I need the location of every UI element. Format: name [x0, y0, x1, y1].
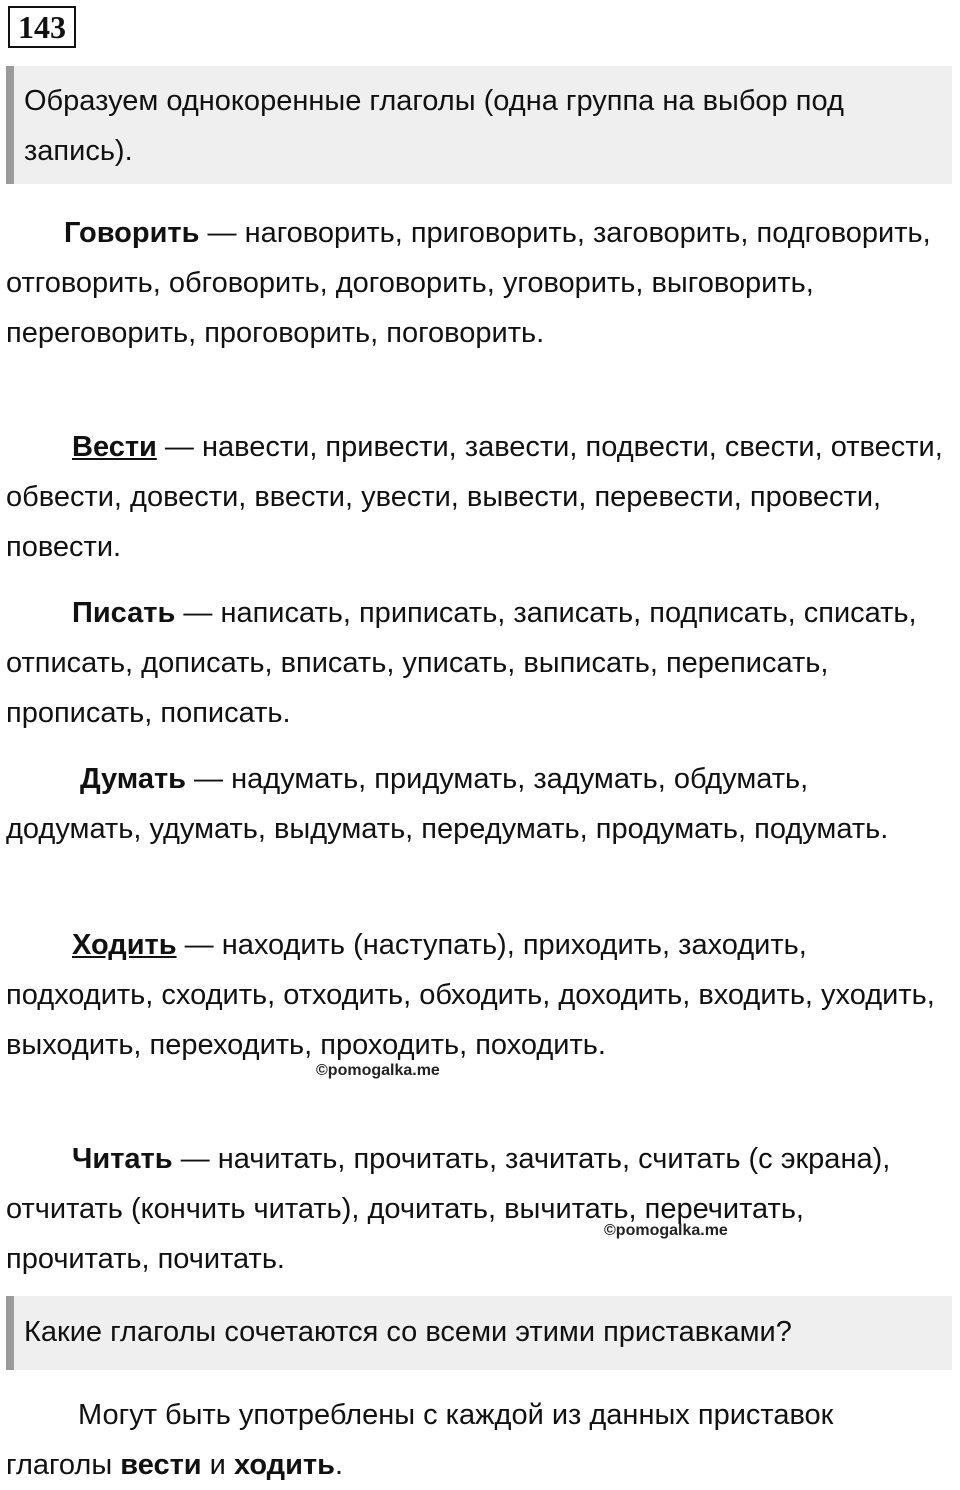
answer-and: и — [201, 1449, 234, 1481]
task-prompt-1: Образуем однокоренные глаголы (одна группа на выбор под запись). — [6, 66, 952, 184]
group-words: наговорить, приговорить, заговорить, подговорить, отговорить, обговорить, договорить, уговорить, выговорить, переговорить, проговорить, поговорить. — [6, 217, 931, 349]
group-head: Вести — [72, 431, 157, 463]
dash: — — [175, 597, 221, 629]
dash: — — [186, 763, 232, 795]
group-words: написать, приписать, записать, подписать, списать, отписать, дописать, вписать, уписать, выписать, переписать, прописать, пописать. — [6, 597, 917, 729]
dash: — — [176, 929, 222, 961]
answer-end: . — [334, 1449, 344, 1481]
answer-paragraph — [6, 1390, 946, 1490]
answer-word-hodit: ходить — [233, 1449, 335, 1481]
dash: — — [199, 217, 245, 249]
watermark: ©pomogalka.me — [604, 1222, 728, 1239]
group-words: надумать, придумать, задумать, обдумать, додумать, удумать, выдумать, передумать, продумать, подумать. — [6, 763, 889, 845]
exercise-number: 143 — [8, 6, 76, 48]
group-words: навести, привести, завести, подвести, свести, отвести, обвести, довести, ввести, увести, вывести, перевести, провести, повести. — [6, 431, 943, 563]
group-chitat — [6, 1134, 946, 1284]
group-govorit — [6, 208, 946, 358]
task-prompt-2: Какие глаголы сочетаются со всеми этими приставками? — [6, 1296, 952, 1370]
watermark: ©pomogalka.me — [316, 1062, 440, 1079]
group-head: Говорить — [64, 217, 200, 249]
dash: — — [156, 431, 202, 463]
group-hodit — [6, 920, 946, 1070]
group-head: Писать — [72, 597, 176, 629]
answer-word-vesti: вести — [120, 1449, 202, 1481]
group-vesti — [6, 422, 946, 572]
dash: — — [172, 1143, 218, 1175]
group-words: находить (наступать), приходить, заходить, подходить, сходить, отходить, обходить, доходить, входить, уходить, выходить, переходить, проходить, походить. — [6, 929, 935, 1061]
group-dumat — [6, 754, 946, 854]
group-words: начитать, прочитать, зачитать, считать (с экрана), отчитать (кончить читать), дочитать, вычитать, перечитать, прочитать, почитать. — [6, 1143, 891, 1275]
answer-text: Могут быть употреблены с каждой из данных приставок глаголы — [6, 1399, 834, 1481]
group-head: Читать — [72, 1143, 173, 1175]
group-head: Думать — [80, 763, 186, 795]
group-pisat — [6, 588, 946, 738]
group-head: Ходить — [72, 929, 177, 961]
